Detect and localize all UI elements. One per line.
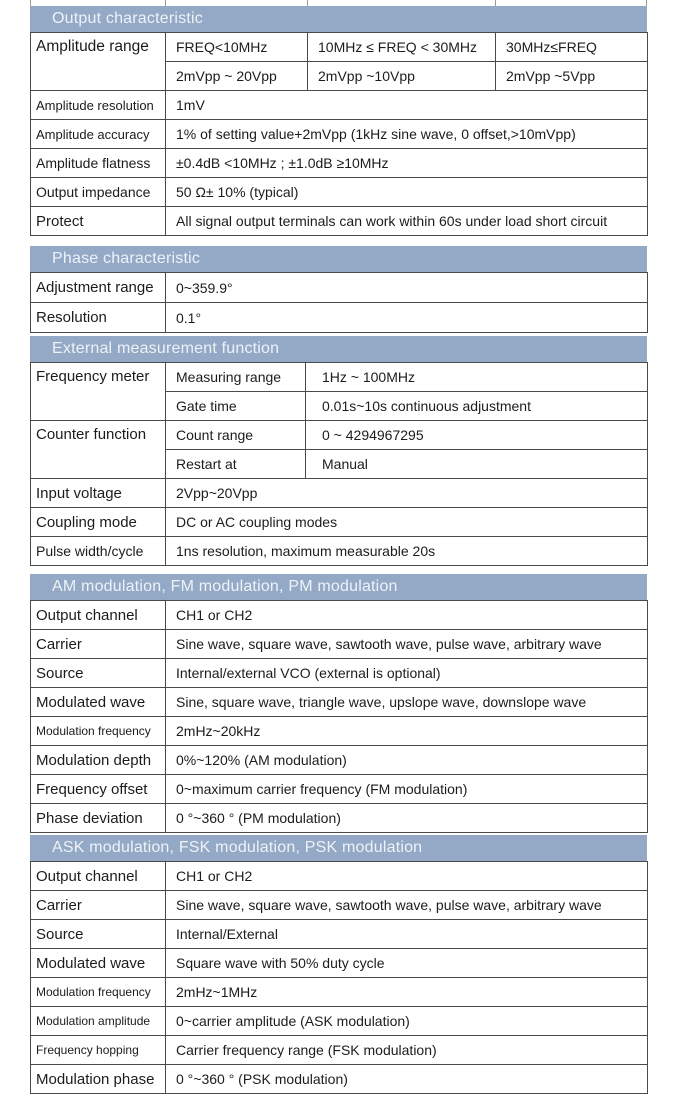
spec-label: Resolution (31, 303, 166, 333)
table-row (31, 978, 648, 1007)
spec-label: Input voltage (31, 479, 166, 508)
spec-value: 0 °~360 ° (PSK modulation) (166, 1065, 648, 1094)
spec-label: Amplitude flatness (31, 149, 166, 178)
spec-value: 0~359.9° (166, 273, 648, 303)
spec-value: 1mV (166, 91, 648, 120)
spec-label: Output channel (31, 601, 166, 630)
spec-label: Phase deviation (31, 804, 166, 833)
spec-value: DC or AC coupling modes (166, 508, 648, 537)
cropped-table-remnant (0, 0, 680, 6)
table-row (31, 303, 648, 333)
spec-value: 50 Ω± 10% (typical) (166, 178, 648, 207)
spec-label: Modulation amplitude (31, 1007, 166, 1036)
table-row (31, 659, 648, 688)
spec-value: Internal/External (166, 920, 648, 949)
spec-label: Coupling mode (31, 508, 166, 537)
spec-label: Counter function (31, 421, 166, 479)
table-row (31, 891, 648, 920)
spec-tables (30, 6, 647, 1094)
spec-value: 2mHz~20kHz (166, 717, 648, 746)
table-row (31, 920, 648, 949)
spec-value: 2mVpp ~10Vpp (308, 62, 496, 91)
table-row (31, 1036, 648, 1065)
table-row (31, 207, 648, 236)
spec-value: 1Hz ~ 100MHz (306, 363, 648, 392)
table-row (31, 717, 648, 746)
table-row (31, 688, 648, 717)
spec-label: Amplitude range (31, 33, 166, 91)
spec-label: Modulated wave (31, 688, 166, 717)
am-fm-pm-table (30, 600, 648, 833)
spec-value: 2mVpp ~5Vpp (496, 62, 648, 91)
table-row (31, 33, 648, 62)
spec-subheader: FREQ<10MHz (166, 33, 308, 62)
spec-label: Frequency meter (31, 363, 166, 421)
spec-sublabel: Restart at (166, 450, 306, 479)
spec-label: Adjustment range (31, 273, 166, 303)
spec-value: 2Vpp~20Vpp (166, 479, 648, 508)
spec-value: Sine wave, square wave, sawtooth wave, pulse wave, arbitrary wave (166, 630, 648, 659)
table-row (31, 1007, 648, 1036)
spec-value: CH1 or CH2 (166, 601, 648, 630)
spec-label: Protect (31, 207, 166, 236)
spec-label: Frequency hopping (31, 1036, 166, 1065)
table-row (31, 421, 648, 450)
spec-value: CH1 or CH2 (166, 862, 648, 891)
spec-value: All signal output terminals can work within 60s under load short circuit (166, 207, 648, 236)
table-row (31, 630, 648, 659)
spec-label: Modulation frequency (31, 717, 166, 746)
table-row (31, 1065, 648, 1094)
table-row (31, 120, 648, 149)
output-characteristic-table (30, 32, 648, 236)
spec-value: 0%~120% (AM modulation) (166, 746, 648, 775)
spec-value: 1ns resolution, maximum measurable 20s (166, 537, 648, 566)
spec-value: 0.01s~10s continuous adjustment (306, 392, 648, 421)
spec-value: 1% of setting value+2mVpp (1kHz sine wave, 0 offset,>10mVpp) (166, 120, 648, 149)
spec-label: Pulse width/cycle (31, 537, 166, 566)
spec-value: Manual (306, 450, 648, 479)
spec-value: 0.1° (166, 303, 648, 333)
table-row (31, 149, 648, 178)
section-header-external-measurement: External measurement function (30, 336, 647, 362)
spec-sublabel: Measuring range (166, 363, 306, 392)
table-row (31, 479, 648, 508)
section-header-phase-characteristic: Phase characteristic (30, 246, 647, 272)
spec-label: Amplitude resolution (31, 91, 166, 120)
spec-sublabel: Count range (166, 421, 306, 450)
table-row (31, 601, 648, 630)
remnant-border-tick (307, 0, 308, 6)
table-row (31, 804, 648, 833)
spec-value: ±0.4dB <10MHz ; ±1.0dB ≥10MHz (166, 149, 648, 178)
spec-label: Modulation frequency (31, 978, 166, 1007)
spec-subheader: 30MHz≤FREQ (496, 33, 648, 62)
remnant-border-tick (165, 0, 166, 6)
spec-label: Output impedance (31, 178, 166, 207)
remnant-border-tick (30, 0, 31, 6)
spec-value: Sine, square wave, triangle wave, upslope wave, downslope wave (166, 688, 648, 717)
table-row (31, 178, 648, 207)
ask-fsk-psk-table (30, 861, 648, 1094)
spec-value: 2mHz~1MHz (166, 978, 648, 1007)
spec-sublabel: Gate time (166, 392, 306, 421)
spec-label: Source (31, 920, 166, 949)
remnant-border-tick (646, 0, 647, 6)
phase-characteristic-table (30, 272, 648, 333)
spec-subheader: 10MHz ≤ FREQ < 30MHz (308, 33, 496, 62)
spec-label: Modulation depth (31, 746, 166, 775)
spec-label: Carrier (31, 630, 166, 659)
table-row (31, 91, 648, 120)
table-row (31, 949, 648, 978)
spec-value: Carrier frequency range (FSK modulation) (166, 1036, 648, 1065)
spec-value: 0~carrier amplitude (ASK modulation) (166, 1007, 648, 1036)
spec-label: Frequency offset (31, 775, 166, 804)
spec-value: Sine wave, square wave, sawtooth wave, pulse wave, arbitrary wave (166, 891, 648, 920)
spec-value: 0 ~ 4294967295 (306, 421, 648, 450)
remnant-border-tick (495, 0, 496, 6)
spec-value: Internal/external VCO (external is optional) (166, 659, 648, 688)
external-measurement-table (30, 362, 648, 566)
table-row (31, 537, 648, 566)
spec-label: Modulation phase (31, 1065, 166, 1094)
spec-label: Amplitude accuracy (31, 120, 166, 149)
section-header-output-characteristic: Output characteristic (30, 6, 647, 32)
spec-label: Output channel (31, 862, 166, 891)
table-row (31, 508, 648, 537)
table-row (31, 746, 648, 775)
spec-label: Carrier (31, 891, 166, 920)
spec-label: Source (31, 659, 166, 688)
spec-value: 2mVpp ~ 20Vpp (166, 62, 308, 91)
section-header-am-fm-pm: AM modulation, FM modulation, PM modulation (30, 574, 647, 600)
spec-label: Modulated wave (31, 949, 166, 978)
spec-value: Square wave with 50% duty cycle (166, 949, 648, 978)
table-row (31, 273, 648, 303)
section-header-ask-fsk-psk: ASK modulation, FSK modulation, PSK modulation (30, 835, 647, 861)
table-row (31, 862, 648, 891)
spec-value: 0~maximum carrier frequency (FM modulation) (166, 775, 648, 804)
table-row (31, 363, 648, 392)
spec-value: 0 °~360 ° (PM modulation) (166, 804, 648, 833)
table-row (31, 775, 648, 804)
